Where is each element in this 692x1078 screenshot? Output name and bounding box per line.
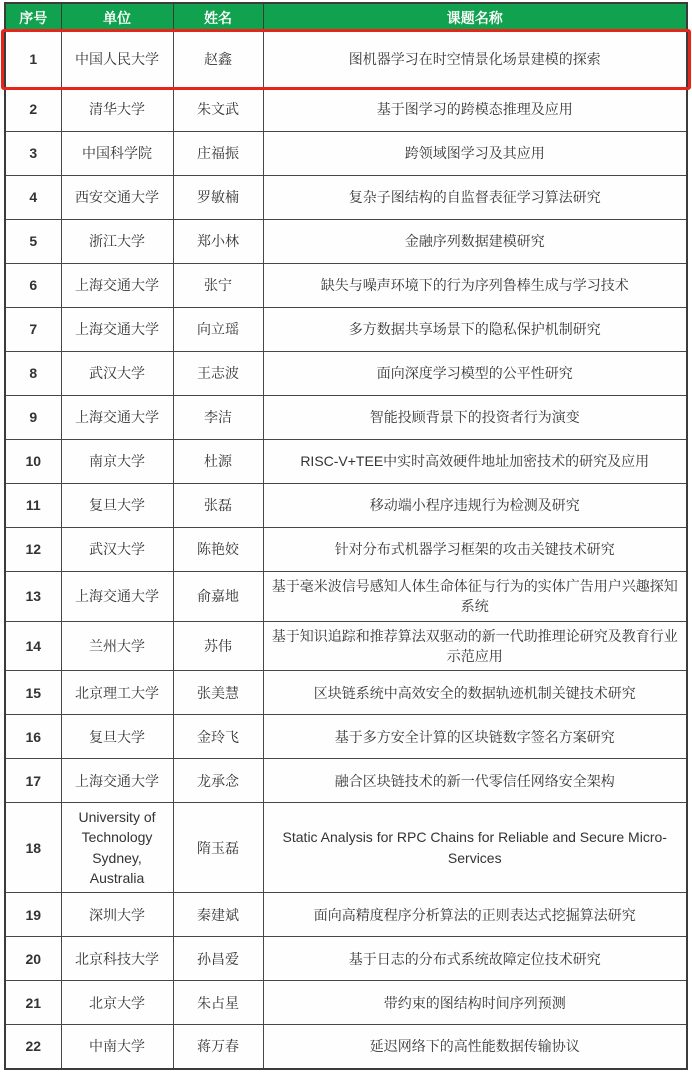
cell-name: 庄福振 (173, 132, 263, 176)
cell-no: 10 (5, 440, 61, 484)
cell-name: 朱占星 (173, 981, 263, 1025)
cell-unit: 北京科技大学 (61, 937, 173, 981)
projects-table (4, 2, 688, 1070)
table-row (5, 621, 687, 671)
cell-title: 基于日志的分布式系统故障定位技术研究 (263, 937, 687, 981)
cell-name: 赵鑫 (173, 32, 263, 88)
table-row (5, 572, 687, 622)
cell-unit: 中国人民大学 (61, 32, 173, 88)
cell-no: 20 (5, 937, 61, 981)
cell-name: 李洁 (173, 396, 263, 440)
cell-no: 21 (5, 981, 61, 1025)
cell-title: Static Analysis for RPC Chains for Reliable and Secure Micro-Services (263, 803, 687, 893)
column-header-unit: 单位 (61, 3, 173, 32)
table-row (5, 937, 687, 981)
cell-title: 多方数据共享场景下的隐私保护机制研究 (263, 308, 687, 352)
cell-name: 孙昌爱 (173, 937, 263, 981)
cell-title: 基于知识追踪和推荐算法双驱动的新一代助推理论研究及教育行业示范应用 (263, 621, 687, 671)
cell-title: 面向深度学习模型的公平性研究 (263, 352, 687, 396)
cell-title: RISC-V+TEE中实时高效硬件地址加密技术的研究及应用 (263, 440, 687, 484)
cell-no: 15 (5, 671, 61, 715)
cell-unit: 深圳大学 (61, 893, 173, 937)
cell-no: 14 (5, 621, 61, 671)
table-row (5, 759, 687, 803)
cell-no: 5 (5, 220, 61, 264)
cell-title: 金融序列数据建模研究 (263, 220, 687, 264)
table-row (5, 440, 687, 484)
table-row (5, 1025, 687, 1069)
cell-unit: University of Technology Sydney, Australia (61, 803, 173, 893)
cell-unit: 兰州大学 (61, 621, 173, 671)
cell-no: 8 (5, 352, 61, 396)
cell-unit: 上海交通大学 (61, 264, 173, 308)
table-row (5, 981, 687, 1025)
cell-unit: 武汉大学 (61, 352, 173, 396)
cell-no: 1 (5, 32, 61, 88)
cell-title: 图机器学习在时空情景化场景建模的探索 (263, 32, 687, 88)
table-row (5, 484, 687, 528)
cell-name: 杜源 (173, 440, 263, 484)
table-row (5, 220, 687, 264)
cell-unit: 中国科学院 (61, 132, 173, 176)
cell-no: 22 (5, 1025, 61, 1069)
cell-title: 基于图学习的跨模态推理及应用 (263, 88, 687, 132)
cell-name: 苏伟 (173, 621, 263, 671)
cell-no: 18 (5, 803, 61, 893)
cell-title: 基于毫米波信号感知人体生命体征与行为的实体广告用户兴趣探知系统 (263, 572, 687, 622)
table-row (5, 308, 687, 352)
table-row (5, 528, 687, 572)
cell-title: 移动端小程序违规行为检测及研究 (263, 484, 687, 528)
cell-no: 4 (5, 176, 61, 220)
cell-unit: 浙江大学 (61, 220, 173, 264)
cell-unit: 复旦大学 (61, 484, 173, 528)
cell-unit: 北京大学 (61, 981, 173, 1025)
cell-title: 复杂子图结构的自监督表征学习算法研究 (263, 176, 687, 220)
header-row (5, 3, 687, 32)
cell-unit: 上海交通大学 (61, 759, 173, 803)
table-header (5, 3, 687, 32)
cell-name: 陈艳姣 (173, 528, 263, 572)
cell-unit: 上海交通大学 (61, 572, 173, 622)
column-header-name: 姓名 (173, 3, 263, 32)
cell-unit: 南京大学 (61, 440, 173, 484)
cell-title: 带约束的图结构时间序列预测 (263, 981, 687, 1025)
cell-name: 向立瑶 (173, 308, 263, 352)
cell-title: 基于多方安全计算的区块链数字签名方案研究 (263, 715, 687, 759)
column-header-title: 课题名称 (263, 3, 687, 32)
cell-no: 6 (5, 264, 61, 308)
cell-no: 3 (5, 132, 61, 176)
cell-no: 7 (5, 308, 61, 352)
table-row (5, 32, 687, 88)
cell-unit: 北京理工大学 (61, 671, 173, 715)
cell-unit: 上海交通大学 (61, 396, 173, 440)
table-row (5, 88, 687, 132)
cell-no: 11 (5, 484, 61, 528)
table-row (5, 893, 687, 937)
cell-no: 19 (5, 893, 61, 937)
cell-unit: 上海交通大学 (61, 308, 173, 352)
cell-name: 秦建斌 (173, 893, 263, 937)
cell-title: 区块链系统中高效安全的数据轨迹机制关键技术研究 (263, 671, 687, 715)
table-row (5, 715, 687, 759)
cell-no: 13 (5, 572, 61, 622)
cell-unit: 中南大学 (61, 1025, 173, 1069)
table-row (5, 132, 687, 176)
table-row (5, 671, 687, 715)
cell-unit: 武汉大学 (61, 528, 173, 572)
table-row (5, 803, 687, 893)
cell-unit: 复旦大学 (61, 715, 173, 759)
cell-no: 16 (5, 715, 61, 759)
cell-name: 金玲飞 (173, 715, 263, 759)
cell-no: 12 (5, 528, 61, 572)
cell-name: 王志波 (173, 352, 263, 396)
cell-name: 张磊 (173, 484, 263, 528)
cell-name: 张美慧 (173, 671, 263, 715)
cell-title: 缺失与噪声环境下的行为序列鲁棒生成与学习技术 (263, 264, 687, 308)
table-row (5, 352, 687, 396)
cell-unit: 西安交通大学 (61, 176, 173, 220)
column-header-no: 序号 (5, 3, 61, 32)
projects-table-container (4, 2, 688, 1070)
cell-name: 蒋万春 (173, 1025, 263, 1069)
cell-no: 17 (5, 759, 61, 803)
cell-title: 跨领域图学习及其应用 (263, 132, 687, 176)
table-row (5, 264, 687, 308)
cell-name: 罗敏楠 (173, 176, 263, 220)
table-body (5, 32, 687, 1069)
cell-name: 龙承念 (173, 759, 263, 803)
cell-name: 朱文武 (173, 88, 263, 132)
cell-no: 9 (5, 396, 61, 440)
cell-title: 延迟网络下的高性能数据传输协议 (263, 1025, 687, 1069)
cell-title: 针对分布式机器学习框架的攻击关键技术研究 (263, 528, 687, 572)
cell-title: 融合区块链技术的新一代零信任网络安全架构 (263, 759, 687, 803)
cell-name: 俞嘉地 (173, 572, 263, 622)
cell-unit: 清华大学 (61, 88, 173, 132)
cell-name: 郑小林 (173, 220, 263, 264)
table-row (5, 176, 687, 220)
cell-no: 2 (5, 88, 61, 132)
cell-name: 张宁 (173, 264, 263, 308)
cell-title: 智能投顾背景下的投资者行为演变 (263, 396, 687, 440)
table-row (5, 396, 687, 440)
cell-name: 隋玉磊 (173, 803, 263, 893)
cell-title: 面向高精度程序分析算法的正则表达式挖掘算法研究 (263, 893, 687, 937)
